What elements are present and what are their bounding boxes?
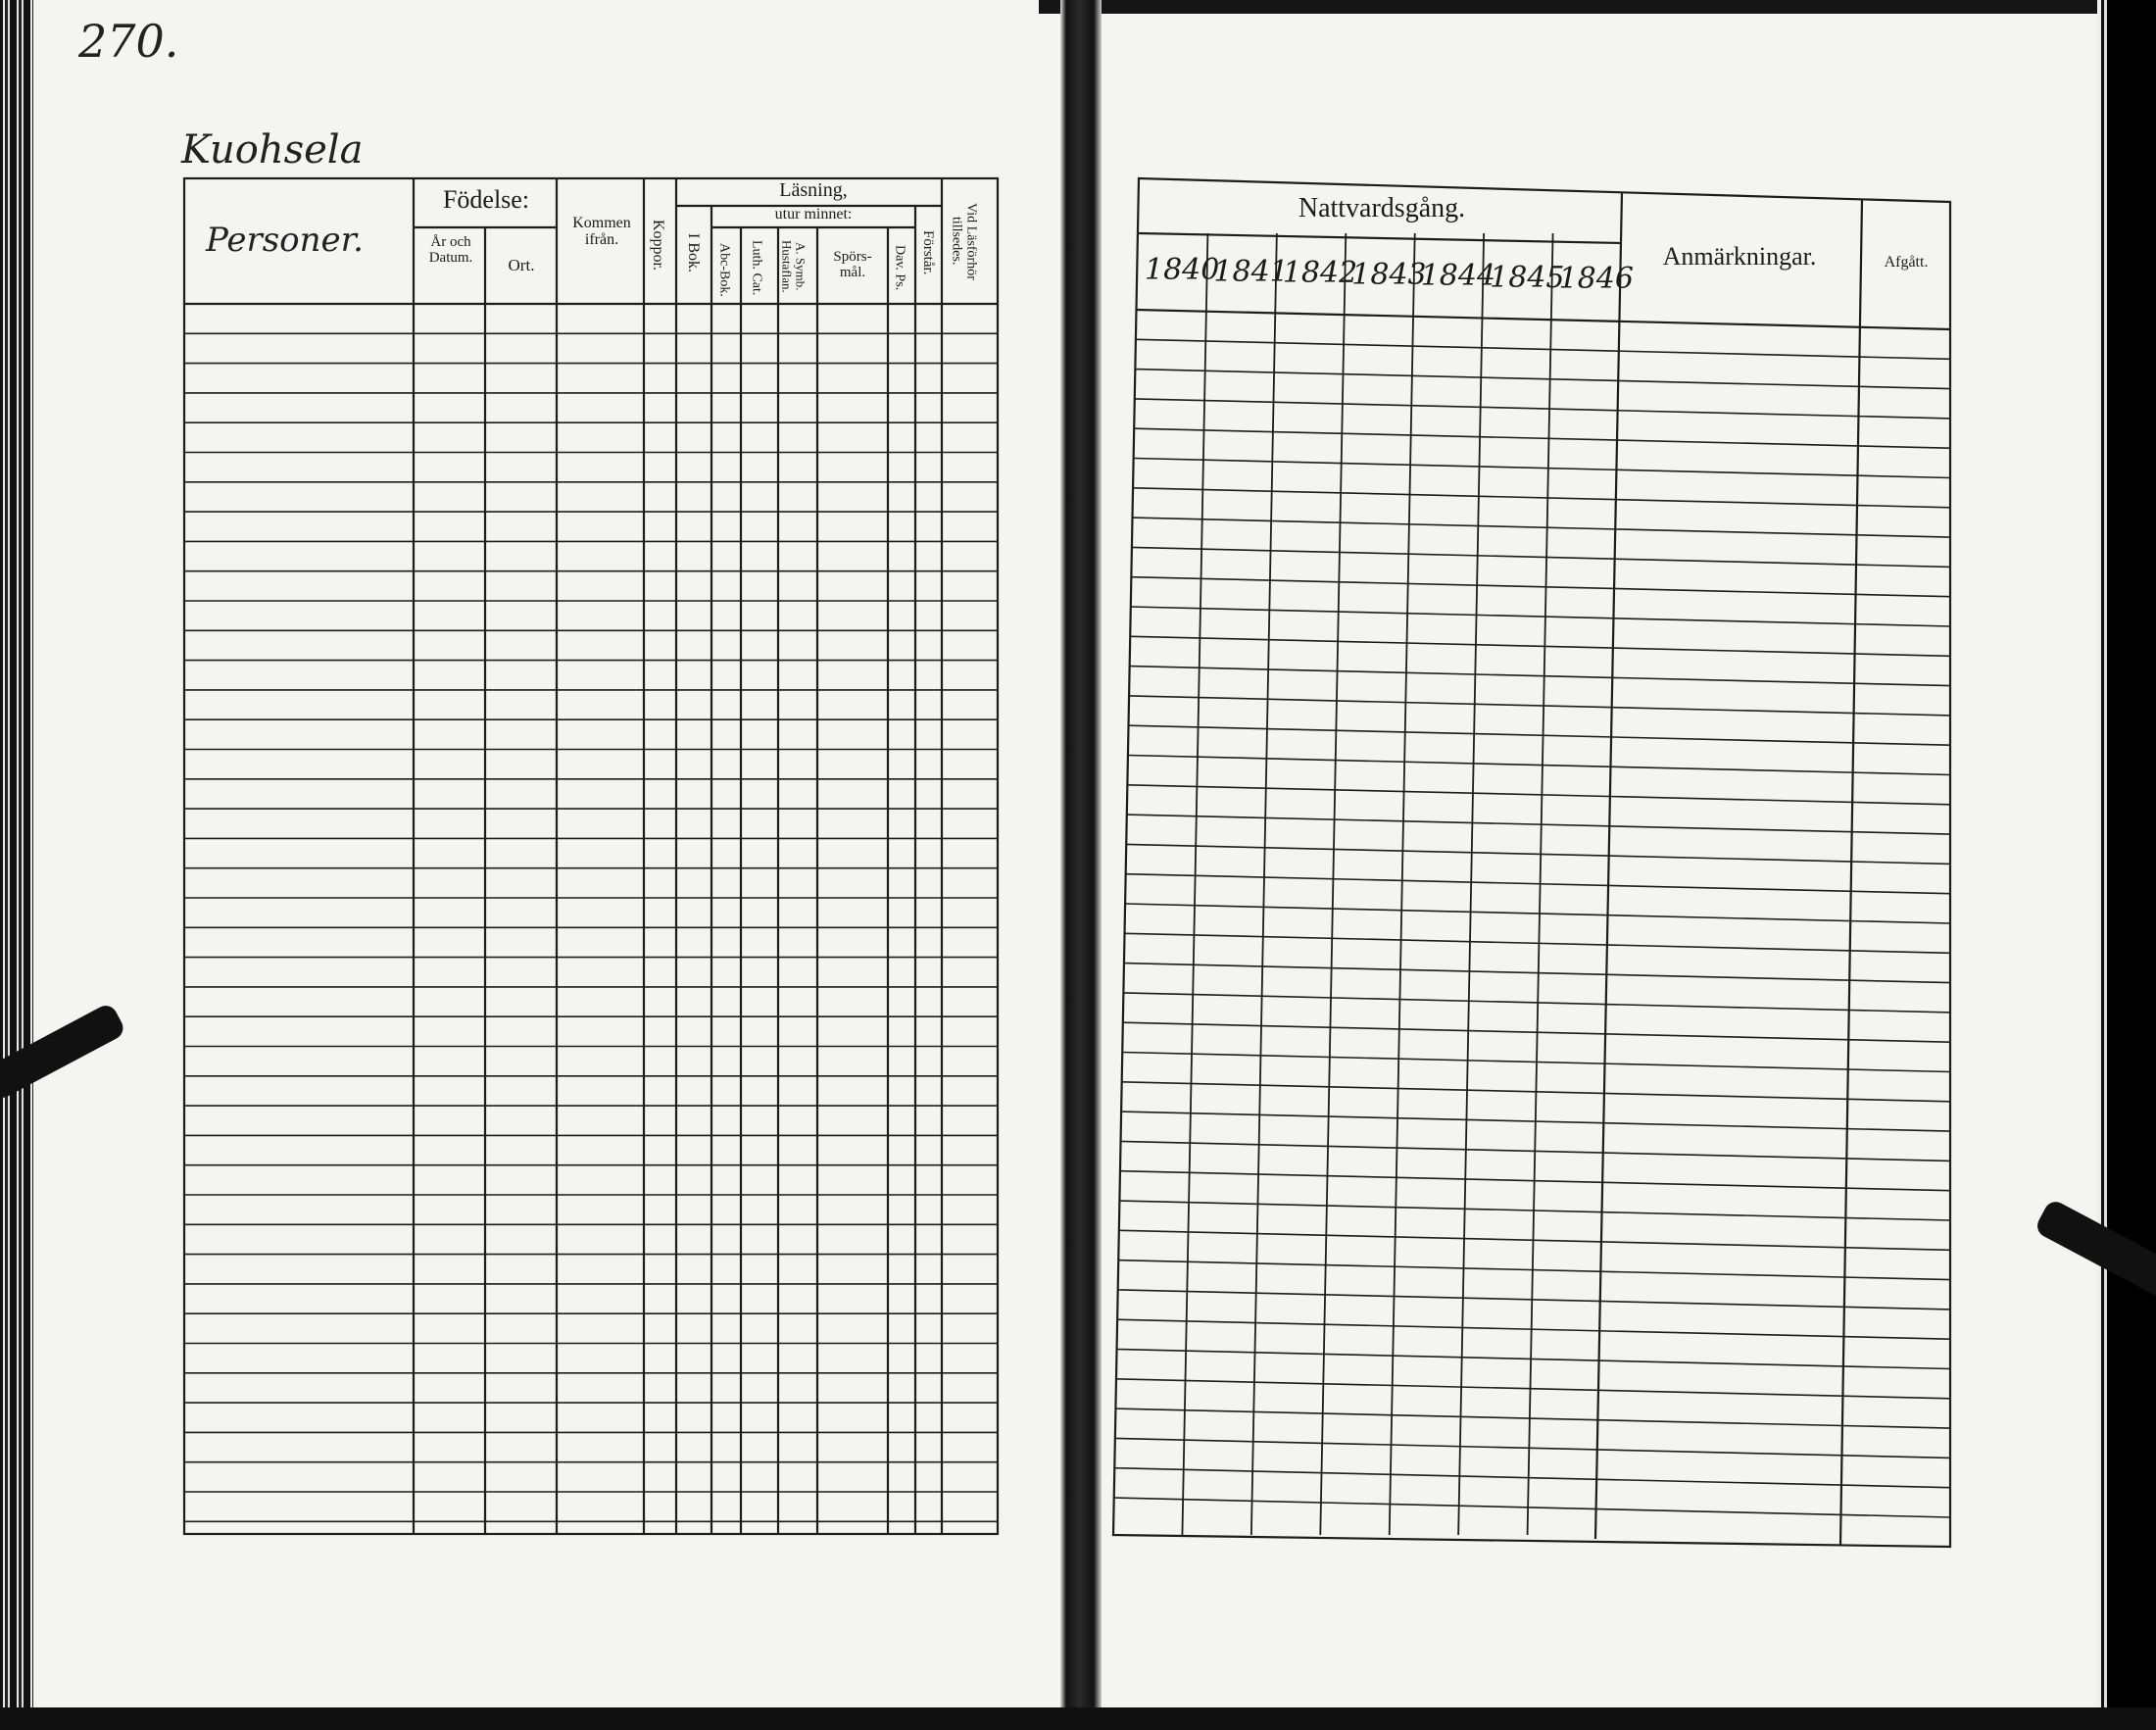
- dav-ps-header: Dav. Ps.: [892, 244, 907, 291]
- i-bok-header: I Bok.: [684, 233, 702, 272]
- luth-cat-header: Luth. Cat.: [749, 239, 764, 296]
- year-heading: 1846: [1558, 262, 1634, 296]
- vid-lasforhor-header: Vid Läsförhör tillsedes.: [949, 202, 979, 280]
- year-column-divider: [1320, 233, 1346, 1535]
- right-ruled-row: [1124, 964, 1950, 983]
- year-column-divider: [1251, 233, 1277, 1535]
- page-number: 270.: [78, 15, 179, 68]
- right-ruled-row: [1136, 370, 1950, 389]
- right-ruled-row: [1131, 607, 1950, 626]
- right-ruled-row: [1130, 636, 1950, 656]
- year-column-divider: [1458, 233, 1484, 1535]
- year-column-divider: [1390, 233, 1415, 1535]
- right-ruled-row: [1117, 1319, 1950, 1339]
- nattvardsgang-header: Nattvardsgång.: [1298, 193, 1466, 223]
- right-ruled-row: [1136, 339, 1950, 359]
- right-ruled-row: [1134, 459, 1950, 478]
- right-ruled-row: [1128, 756, 1950, 775]
- utur-minnet-header: utur minnet:: [774, 206, 853, 222]
- afgatt-header: Afgått.: [1884, 254, 1929, 271]
- right-ruled-row: [1127, 815, 1950, 834]
- right-ruled-row: [1117, 1290, 1950, 1310]
- ort-header: Ort.: [508, 256, 535, 274]
- right-ruled-row: [1129, 696, 1950, 716]
- right-ruled-row: [1129, 725, 1950, 745]
- a-symb-hustaflan-header: A. Symb. Hustaflan.: [779, 240, 808, 293]
- right-ruled-row: [1118, 1230, 1950, 1250]
- right-ruled-row: [1127, 785, 1950, 805]
- right-ruled-row: [1135, 399, 1950, 419]
- abc-bok-header: Abc-Bok.: [716, 242, 732, 297]
- right-ruled-row: [1123, 993, 1950, 1013]
- right-ruled-row: [1114, 1438, 1950, 1458]
- anmarkningar-header: Anmärkningar.: [1662, 242, 1817, 271]
- right-ruled-row: [1118, 1260, 1950, 1280]
- right-ruled-row: [1124, 933, 1950, 953]
- right-ruled-row: [1133, 488, 1950, 508]
- right-ruled-row: [1116, 1350, 1950, 1369]
- right-ruled-row: [1126, 874, 1950, 894]
- year-heading: 1841: [1213, 254, 1289, 289]
- right-ruled-row: [1115, 1379, 1950, 1399]
- year-heading: 1840: [1145, 253, 1220, 287]
- person-column-heading: Personer.: [206, 221, 364, 260]
- right-ruled-row: [1132, 547, 1950, 567]
- sporsmal-header: Spörs-mål.: [833, 249, 872, 280]
- year-column-divider: [1182, 233, 1207, 1535]
- right-ruled-row: [1115, 1409, 1950, 1428]
- right-ruled-row: [1126, 844, 1950, 864]
- right-ruled-row: [1114, 1468, 1950, 1488]
- right-ruled-row: [1125, 904, 1950, 923]
- place-name: Kuohsela: [181, 127, 364, 173]
- year-heading: 1844: [1420, 259, 1496, 293]
- ar-och-datum-header: År och Datum.: [428, 234, 473, 266]
- year-heading: 1845: [1490, 260, 1565, 295]
- forstar-header: Förstår.: [919, 230, 936, 275]
- right-ruled-row: [1133, 518, 1950, 537]
- year-heading: 1843: [1351, 257, 1427, 292]
- koppor-header: Koppor.: [649, 220, 666, 271]
- right-ruled-row: [1132, 577, 1950, 597]
- right-ruled-row: [1130, 667, 1950, 686]
- kommen-ifran-header: Kommen ifrån.: [572, 215, 631, 248]
- right-ruled-row: [1135, 428, 1950, 448]
- fodelse-header: Födelse:: [442, 185, 530, 214]
- lasning-header: Läsning,: [779, 179, 848, 201]
- right-ruled-row: [1113, 1498, 1950, 1517]
- year-heading: 1842: [1282, 256, 1358, 290]
